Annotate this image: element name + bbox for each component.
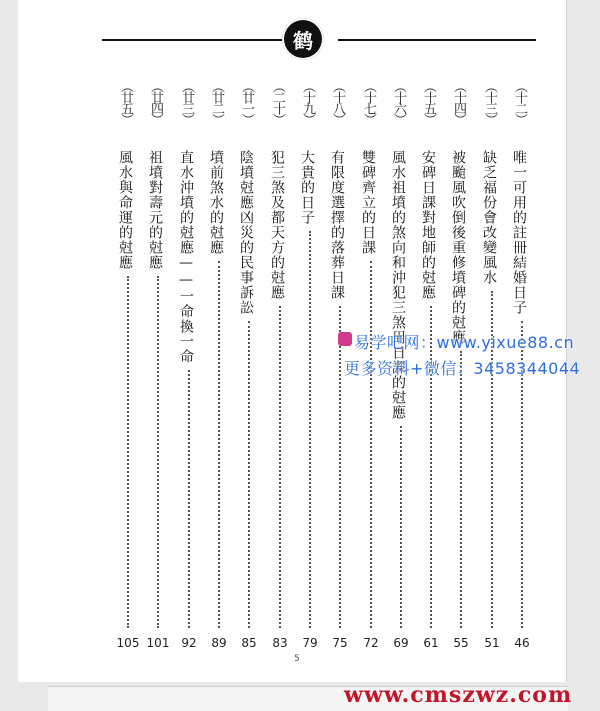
- entry-number: （十五）: [421, 80, 436, 124]
- entry-title: 直水沖墳的尅應——一命換一命: [178, 150, 194, 364]
- leader-dots: [248, 321, 250, 628]
- leader-dots: [460, 351, 462, 628]
- entry-page-number: 89: [211, 636, 227, 650]
- entry-number: （十八）: [330, 80, 345, 124]
- entry-page-number: 101: [146, 636, 170, 650]
- entry-page-number: 75: [332, 636, 348, 650]
- entry-number: （十七）: [361, 80, 376, 124]
- emblem-char: 鹤: [293, 28, 313, 53]
- entry-number: （廿三）: [179, 80, 194, 124]
- entry-title: 大貴的日子: [299, 150, 315, 225]
- leader-dots: [309, 231, 311, 628]
- emblem-logo: [282, 18, 324, 60]
- folio-number: 5: [294, 654, 300, 664]
- entry-title: 安碑日課對地師的尅應: [420, 150, 436, 300]
- watermark-line-2: 更多资料+微信：3458344044: [344, 359, 581, 378]
- toc-entry: [237, 80, 261, 660]
- entry-title: 缺乏福份會改變風水: [481, 150, 497, 285]
- entry-title: 陰墳尅應凶災的民事訴訟: [238, 150, 254, 315]
- leader-dots: [157, 276, 159, 628]
- leader-dots: [430, 306, 432, 628]
- entry-page-number: 83: [272, 636, 288, 650]
- entry-title: 雙碑齊立的日課: [360, 150, 376, 255]
- entry-number: （十九）: [300, 80, 315, 124]
- entry-number: （廿二）: [209, 80, 224, 124]
- leader-dots: [400, 426, 402, 628]
- entry-page-number: 51: [484, 636, 500, 650]
- bottom-watermark: www.cmszwz.com: [344, 682, 573, 708]
- entry-page-number: 46: [514, 636, 530, 650]
- entry-title: 犯三煞及都天方的尅應: [269, 150, 285, 300]
- leader-dots: [370, 261, 372, 628]
- toc-entry: [298, 80, 322, 660]
- entry-number: （廿四）: [148, 80, 163, 124]
- entry-title: 風水與命運的尅應: [117, 150, 133, 270]
- entry-page-number: 69: [393, 636, 409, 650]
- entry-title: 唯一可用的註冊結婚日子: [511, 150, 527, 315]
- entry-page-number: 55: [453, 636, 469, 650]
- toc-entry: [268, 80, 292, 660]
- entry-title: 有限度選擇的落葬日課: [329, 150, 345, 300]
- entry-number: （廿一）: [239, 80, 254, 124]
- entry-title: 墳前煞水的尅應: [208, 150, 224, 255]
- watermark-logo-icon: [338, 332, 352, 346]
- toc-entry: [146, 80, 170, 660]
- toc-entry: [207, 80, 231, 660]
- entry-number: （廿五）: [118, 80, 133, 124]
- entry-number: （十三）: [482, 80, 497, 124]
- leader-dots: [218, 261, 220, 628]
- entry-page-number: 72: [363, 636, 379, 650]
- entry-number: （二十）: [270, 80, 285, 124]
- header-rule-right: [338, 39, 536, 41]
- leader-dots: [127, 276, 129, 628]
- leader-dots: [188, 370, 190, 628]
- leader-dots: [339, 306, 341, 628]
- watermark-line-1: 易学吧网：www.yixue88.cn: [354, 333, 575, 352]
- header-rule-left: [102, 39, 282, 41]
- entry-number: （十二）: [512, 80, 527, 124]
- entry-title: 祖墳對壽元的尅應: [147, 150, 163, 270]
- toc-entry: [177, 80, 201, 660]
- entry-page-number: 61: [423, 636, 439, 650]
- entry-page-number: 79: [302, 636, 318, 650]
- entry-title: 被颱風吹倒後重修墳碑的尅應: [450, 150, 466, 345]
- entry-page-number: 105: [116, 636, 140, 650]
- entry-page-number: 92: [181, 636, 197, 650]
- entry-number: （十六）: [391, 80, 406, 124]
- toc-entry: [116, 80, 140, 660]
- leader-dots: [279, 306, 281, 628]
- entry-page-number: 85: [241, 636, 257, 650]
- entry-number: （十四）: [451, 80, 466, 124]
- entry-title: 風水祖墳的煞向和沖犯三煞用日課的尅應: [390, 150, 406, 420]
